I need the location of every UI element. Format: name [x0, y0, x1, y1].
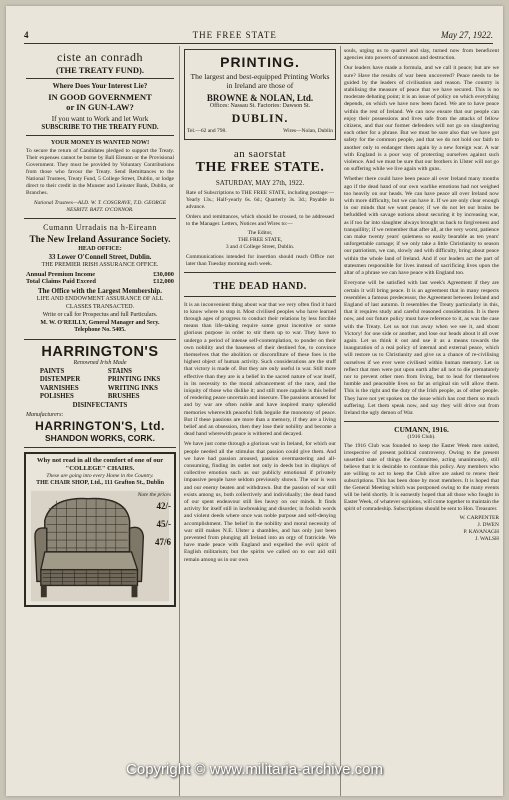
- printing-contacts: [187, 128, 333, 135]
- treaty-fund-option-1: IN GOOD GOVERNMENT: [48, 92, 152, 102]
- harringtons-products-left: [40, 368, 80, 402]
- treaty-fund-option-2: or IN GUN-LAW?: [66, 102, 134, 112]
- masthead-comms: Communications intended for insertion should reach Office not later than Tuesday morning each week.: [186, 253, 334, 267]
- assurance-write: Write or call for Prospectus and full Particulars.: [42, 312, 158, 318]
- signatory-name: W. CARPENTER: [459, 515, 499, 522]
- printing-wires: Wires—Nolan, Dublin: [283, 127, 333, 134]
- printing-firm: BROWNE & NOLAN, Ltd.: [206, 93, 314, 103]
- column-left: [24, 46, 176, 796]
- assurance-claims-label: Total Claims Paid Exceed: [26, 278, 96, 285]
- column-right: [344, 46, 499, 796]
- chair-prices: [129, 492, 171, 547]
- printing-ad: [184, 49, 336, 140]
- chair-ad-body: [29, 490, 171, 602]
- column-divider: [340, 46, 341, 796]
- assurance-address: 33 Lower O'Connell Street, Dublin.: [48, 253, 152, 261]
- product-item: PAINTS: [39, 368, 65, 375]
- printing-city: DUBLIN.: [231, 110, 289, 125]
- harringtons-sub: Renowned Irish Made: [73, 359, 127, 366]
- harringtons-products-right: [108, 368, 160, 402]
- assurance-premium: £30,000: [153, 271, 174, 278]
- printing-offices: Offices: Nassau St. Factories: Dawson St.: [209, 103, 311, 109]
- chair-ad: [24, 452, 176, 607]
- article-paragraph: Everyone will be satisfied with last week's Agreement if they are certain it will bring peace. It is an agreement that in many respects resembles a famous predecessor, the Agreement between Ireland and England of last autumn. It resembles the Treaty particularly in this, that it requires study and careful reasoned consideration. It is there now, and our future policy must have reference to it, as was the case with the Treaty. Let us not run away when we see it, and shout Victory! for one side or another, and lose our heads about it all over again. Let us think it out and use it as a means towards the inauguration of a real policy of internal and external peace, which will restore us to Christianity and give us a chance of re-civilising ourselves if we ever were civilised within human memory. Let us reflect that men were put upon earth after all not to die prematurely nor to prevent other men from living, but to lead for themselves humble and peaceable lives so far as original sin will allow them. This is the right and the duty of the Irish people, as of other people. They have not yet spoken on the issue which has cost them so much suffering. Let them speak now, and say they will drive out from Ireland the ugly demon of War.: [344, 280, 499, 416]
- column-middle: [184, 46, 336, 796]
- assurance-premium-row: [26, 271, 174, 278]
- signatory-name: P. KAVANAGH: [463, 529, 499, 536]
- page-header: [24, 28, 493, 42]
- page-number: 4: [24, 30, 29, 40]
- assurance-premium-label: Annual Premium Income: [26, 271, 96, 278]
- product-item: WRITING INKS: [107, 384, 158, 392]
- printing-tel: Tel.—62 and 798.: [187, 127, 227, 134]
- treaty-fund-body: To secure the return of Candidates pledged to support the Treaty. Their expenses cannot be borne by Ball Eireann or the Provisional Government. They must be provided by Voluntary Contributions from those who favour the Treaty. Send Remittances to the National Trustees, Treaty Fund, 5 College Street, Dublin, or lodge direct to their credit in the Munster and Leinster Bank, Dublin, or Branches.: [26, 148, 174, 196]
- cumann-notice: [344, 421, 499, 543]
- column-divider: [179, 46, 180, 796]
- chair-ad-note: These are going into every Home in the Country.: [46, 473, 154, 480]
- header-rule: [24, 43, 493, 44]
- printing-title: PRINTING.: [220, 54, 300, 70]
- article-paragraph: It is an inconvenient thing about war that we very often find it hard to know where to stop it. Most civilised peoples who have learned through ages of progress to conduct their relations by less forcible means than life-taking require some great incentive or some glorious purpose in order to stir them up to war. They have to undergo a period of intense self-contemplation, to ponder on their own nobility and the baseness of their destined foe, to convince themselves that the abolition or discomfiture of these foes is the highest object of human activity. Such considerations are the stuff that victory is made of. But they are only useful in war. Still more effective than they are is a belief in the sacred nature of war itself, in its necessity to the moral advancement of the race, and the iniquity of those who dislike it; and still more capable is this belief of rendering peace uncertain and insecure. The passions aroused for and by war are often noble and have inspired many splendid memories wherewith peaceful folk beguile the monotony of peace. But if these passions are more than a memory, if they are a living belief and an obsession, then they lose their nobility and become a dead hand wherewith peace is withered and decayed.: [184, 301, 336, 438]
- signatory-name: J. WALSH: [475, 536, 499, 543]
- assurance-title: The New Ireland Assurance Society.: [29, 234, 171, 244]
- treaty-fund-question: Where Does Your Interest Lie?: [52, 82, 148, 90]
- cumann-body: The 1916 Club was founded to keep the Easter Week men united, irrespective of present political controversy. Owing to the present unsettled state of things the Committee, acting unanimously, still believe that it is desirable to continue this policy. Any members who are willing to act to keep the Club alive are asked to renew their subscriptions. This has been done by most members. It is hoped that the General Meeting which was postponed owing to the many events will be held shortly. It is earnestly hoped that all those who fought in Easter Week, of whatever opinions, will come together to maintain the spirit of comradeship. Subscriptions should be sent to Hon. Treasurer.: [344, 443, 499, 513]
- product-item: VARNISHES: [39, 384, 79, 392]
- signatory-name: J. DWEN: [477, 522, 499, 529]
- product-item: STAINS: [107, 368, 132, 375]
- harringtons-ad: [24, 340, 176, 449]
- paper-title: THE FREE STATE: [192, 30, 277, 40]
- chair-ad-headline: Why not read in all the comfort of one of our "COLLEGE" CHAIRS.: [36, 457, 164, 473]
- masthead-paper-name: THE FREE STATE,: [237, 236, 283, 243]
- cumann-signatories: [344, 515, 499, 543]
- copyright-watermark: Copyright © www.militaria-archive.com: [126, 761, 383, 778]
- assurance-claims-row: [26, 278, 174, 285]
- treaty-fund-money: YOUR MONEY IS WANTED NOW!: [50, 139, 150, 146]
- masthead-editor-addr: 3 and 4 College Street, Dublin.: [225, 243, 295, 250]
- treaty-fund-gaelic: ciste an conradh: [57, 50, 143, 64]
- assurance-membership: The Office with the Largest Membership.: [37, 287, 163, 295]
- treaty-fund-cta-2: SUBSCRIBE TO THE TREATY FUND.: [41, 124, 159, 131]
- article-paragraph: souls, urging us to quarrel and slay, turned now from beneficent agencies into powers of unreason and destruction.: [344, 48, 499, 62]
- printing-line: The largest and best-equipped Printing Works in Ireland are those of: [190, 72, 330, 90]
- product-item: BRUSHES: [107, 393, 140, 401]
- masthead-rates: Rate of Subscriptions to THE FREE STATE, including postage:—Yearly 13s.; Half-yearly 6s. 6d.; Quarterly 3s. 3d.; Payable in advance.: [186, 189, 334, 210]
- article-paragraph: We have just come through a glorious war in Ireland, for which our people needed all the stimulus that passion could give them. And we have had passion aroused, passion overmastering and all-consuming, finding its outlet not only in deeds but in displays of collective emotion such as our publicly emotional if privately impassive people have seldom previously shown. The war is won and our enemy beaten and withdrawn. But the passion of war still exists among us, both collectively and individually; the dead hand of our spent endeavour still lies heavy on our minds. It finds activity for itself still in lawbreaking and disorder, in foolish words and violent deeds where once was noble purpose and self-denying accomplishment. The belief in the nobility and moral necessity of war still makes N.E. Ulster a shambles, and has only just been prevented from plunging all Ireland into an orgy of fratricide. We have made peace with England and expelled the evil spirit of English militarism; but the spirits we called on to our aid still remain among us in our own: [184, 441, 336, 563]
- assurance-gaelic: Cumann Urradais na h-Eireann: [43, 223, 157, 232]
- assurance-manager: M. W. O'REILLY, General Manager and Secy.: [40, 319, 160, 326]
- harringtons-ltd: HARRINGTON'S, Ltd.: [35, 419, 165, 434]
- page-date: May 27, 1922.: [441, 30, 493, 40]
- harringtons-mfr-label: Manufacturers:: [26, 411, 64, 418]
- treaty-fund-title: (THE TREATY FUND).: [56, 65, 144, 75]
- assurance-lines: LIFE AND ENDOWMENT ASSURANCE OF ALL CLASSES TRANSACTED.: [36, 296, 164, 310]
- masthead-editor: The Editor,: [247, 229, 273, 236]
- assurance-ad: [24, 219, 176, 340]
- assurance-head-office-label: HEAD OFFICE:: [78, 246, 122, 252]
- assurance-claims: £12,000: [153, 278, 174, 285]
- treaty-fund-ad: [24, 46, 176, 219]
- masthead-date: SATURDAY, MAY 27th, 1922.: [215, 178, 305, 187]
- chair-price-3: 47/6: [154, 536, 171, 547]
- chair-price-2: 45/-: [156, 518, 171, 529]
- chair-prices-label: Note the prices: [137, 491, 171, 498]
- treaty-fund-cta: If you want to Work and let Work: [51, 115, 149, 123]
- cumann-sub: (1916 Club).: [407, 434, 436, 441]
- product-item: PRINTING INKS: [107, 376, 161, 384]
- article: [184, 273, 336, 564]
- article-title: THE DEAD HAND.: [184, 281, 336, 297]
- assurance-tel: Telephone No. 5405.: [74, 327, 126, 333]
- chair-price-1: 42/-: [156, 500, 171, 511]
- masthead-title: THE FREE STATE.: [195, 159, 325, 175]
- harringtons-works: SHANDON WORKS, CORK.: [44, 433, 156, 444]
- masthead: [184, 140, 336, 273]
- treaty-fund-trustees: National Trustees—ALD. W. T. COSGRAVE, T.D. GEORGE NESBITT. BATT. O'CONNOR.: [33, 200, 167, 213]
- product-item: DISTEMPER: [39, 376, 81, 384]
- masthead-orders: Orders and remittances, which should be crossed, to be addressed to the Manager. Letters, Notices and Wires to:—: [186, 213, 334, 227]
- cumann-title: CUMANN, 1916.: [394, 425, 449, 435]
- masthead-gaelic: an saorstat: [233, 147, 287, 160]
- assurance-tagline: THE PREMIER IRISH ASSURANCE OFFICE.: [41, 261, 159, 268]
- article-paragraph: Whether there could have been peace all over Ireland many months ago if the dead hand of our own warlike emotions had not weighed too heavily on our heads. We can have peace all over Ireland now with more difficulty, but we can have it. If we are only clear enough in our minds that we want peace; if we do not let our brains be befuddled with savage notions about securing it by increasing war, as if too far into slaughter always brought us back to forgiveness and tranquillity; if we remember that after all, at the very worst, patience can make twenty years' quietness so easily bearable as ten years' unforgettable carnage; if we only take a little Christianity to season our patriotism, we can, slowly and with difficulty, bring about peace within the whole land of Ireland. And if our leaders act the part of statesmen responsible for lives instead of sacrificing lives upon the altar of a phrase we can have peace with England too.: [344, 176, 499, 277]
- chair-ad-shop: THE CHAIR SHOP, Ltd., 111 Grafton St., Dublin: [36, 480, 164, 487]
- harringtons-products: [26, 368, 174, 402]
- product-item: DISINFECTANTS: [72, 401, 128, 409]
- article-paragraph: Our leaders have made a formula, and we call it peace; but are we sure? Have the results of war been uncovered? Peace needs to be guided by the leaders of civilisation and reason. The country is stabilising the measure of peace that we have secured. This is no moderate debating point; it is an issue of policy on which everything depends, on which we have now been faced. We are to have peace within the rest of Ireland. We can now ensure that our people can enjoy their possessions and lives safe from the attacks of fellow citizens, and that our former defenders will not go on slaughtering each other for a phrase. But we must be sure also that we have got safety for the common people, and that we do not hold our faith to another only to endanger them again by a new foreign war. A war with England is a poor way of protecting ourselves against such violence. And we must be sure that our brothers in Ulster will not go on suffering while we live again with guns.: [344, 65, 499, 173]
- harringtons-title: HARRINGTON'S: [41, 343, 159, 360]
- newspaper-page: [6, 6, 503, 796]
- product-item: POLISHES: [39, 393, 74, 401]
